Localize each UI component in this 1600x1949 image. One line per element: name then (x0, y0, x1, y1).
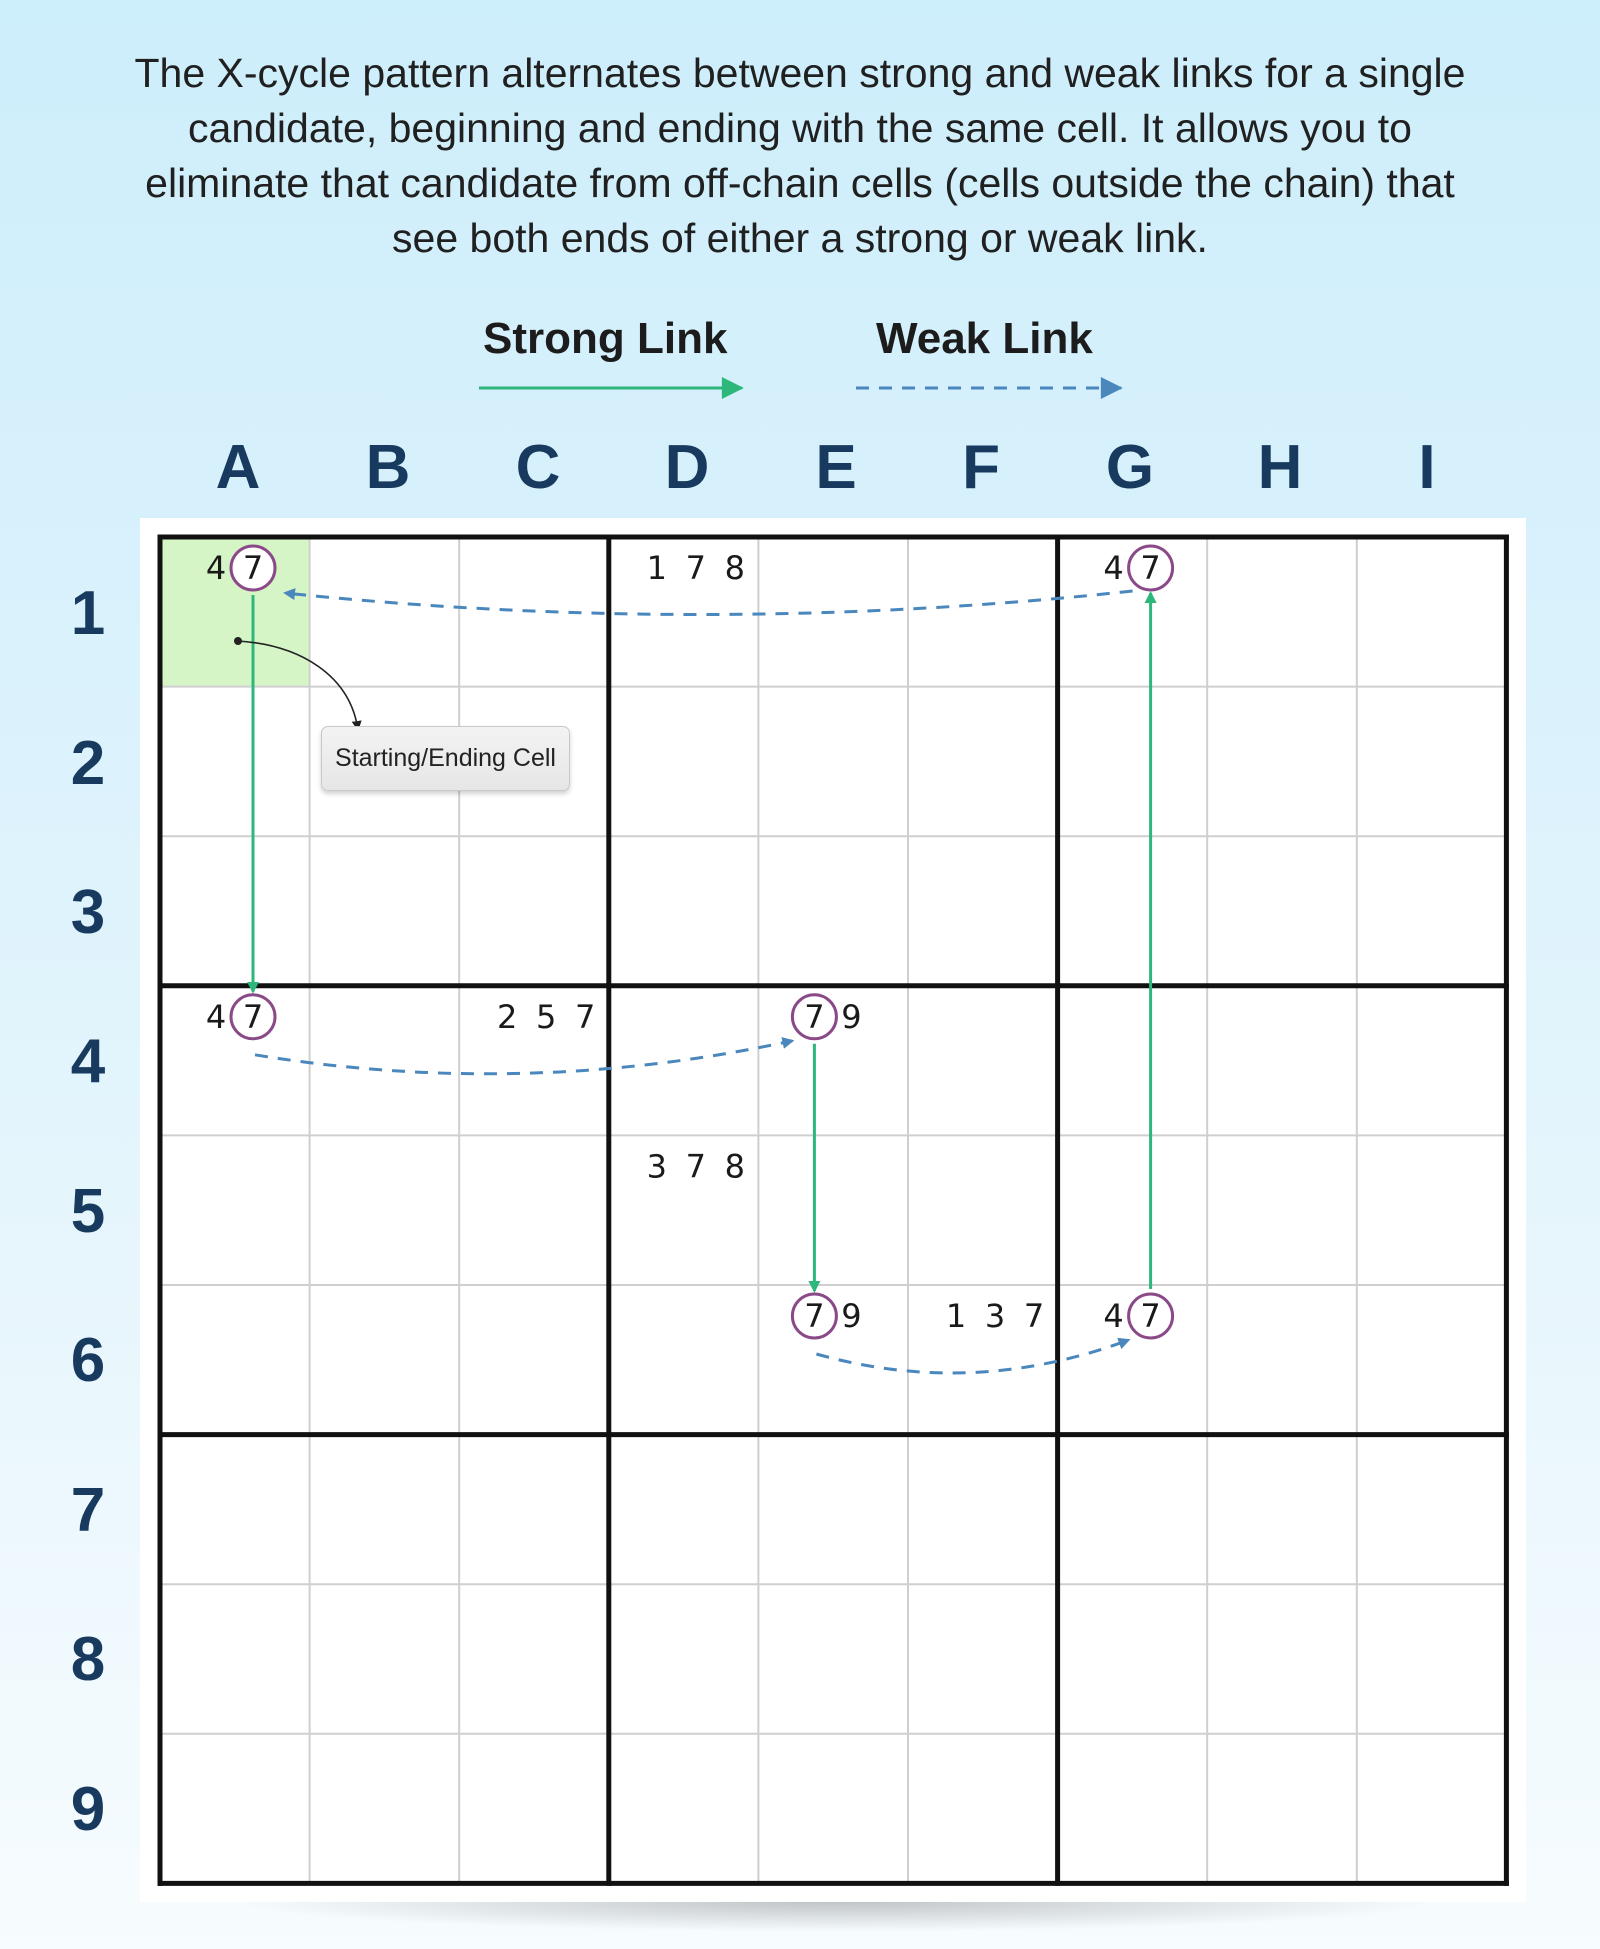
candidate-digit: 4 (1103, 549, 1124, 587)
row-label: 6 (70, 1326, 106, 1395)
candidate-digit: 7 (1023, 1297, 1045, 1335)
candidate-digit: 7 (242, 997, 264, 1036)
candidate-digit: 4 (205, 997, 227, 1036)
candidate-digit: 7 (1140, 1297, 1161, 1335)
column-label: G (1105, 433, 1155, 502)
candidate-digit: 7 (242, 549, 264, 587)
candidate-digit: 9 (841, 1297, 862, 1335)
candidate-digit: 7 (804, 997, 825, 1036)
candidate-digit: 7 (1140, 549, 1161, 587)
weak-link-legend-label: Weak Link (876, 314, 1093, 363)
candidate-digit: 8 (724, 1147, 745, 1186)
starting-ending-cell-callout: Starting/Ending Cell (321, 726, 570, 791)
row-label: 3 (70, 878, 106, 947)
column-label: C (515, 433, 561, 502)
candidate-digit: 4 (205, 549, 227, 587)
candidate-digit: 4 (1103, 1297, 1124, 1335)
candidate-digit: 1 (945, 1297, 967, 1335)
column-label: A (215, 433, 261, 502)
intro-line: eliminate that candidate from off-chain cells (cells outside the chain) that (145, 160, 1455, 206)
column-label: F (962, 433, 1000, 502)
strong-link-legend-label: Strong Link (483, 314, 728, 363)
intro-line: see both ends of either a strong or weak link. (392, 215, 1208, 261)
column-label: H (1257, 433, 1303, 502)
row-label: 4 (70, 1027, 106, 1096)
row-label: 7 (70, 1476, 106, 1545)
candidate-digit: 3 (646, 1147, 667, 1186)
column-label: I (1418, 433, 1436, 502)
column-label: E (815, 433, 857, 502)
row-label: 5 (70, 1177, 106, 1246)
intro-line: The X-cycle pattern alternates between strong and weak links for a single (134, 50, 1466, 96)
column-label: B (365, 433, 411, 502)
candidate-digit: 3 (984, 1297, 1006, 1335)
callout-anchor-dot (234, 637, 242, 645)
candidate-digit: 7 (685, 549, 706, 587)
candidate-digit: 7 (685, 1147, 706, 1186)
row-label: 2 (70, 729, 106, 798)
weak-link-arrow (816, 1340, 1128, 1373)
weak-link-arrow (255, 1041, 792, 1074)
candidate-digit: 9 (841, 997, 862, 1036)
candidate-digit: 2 (497, 997, 518, 1036)
intro-line: candidate, beginning and ending with the same cell. It allows you to (188, 105, 1412, 151)
candidate-digit: 1 (646, 549, 667, 587)
candidate-digit: 8 (724, 549, 745, 587)
weak-link-arrow (285, 591, 1133, 615)
candidate-digit: 7 (575, 997, 596, 1036)
column-label: D (664, 433, 710, 502)
row-label: 8 (70, 1625, 106, 1694)
row-label: 9 (70, 1775, 106, 1844)
candidate-digit: 7 (804, 1297, 825, 1335)
row-label: 1 (70, 579, 106, 648)
candidate-digit: 5 (536, 997, 557, 1036)
